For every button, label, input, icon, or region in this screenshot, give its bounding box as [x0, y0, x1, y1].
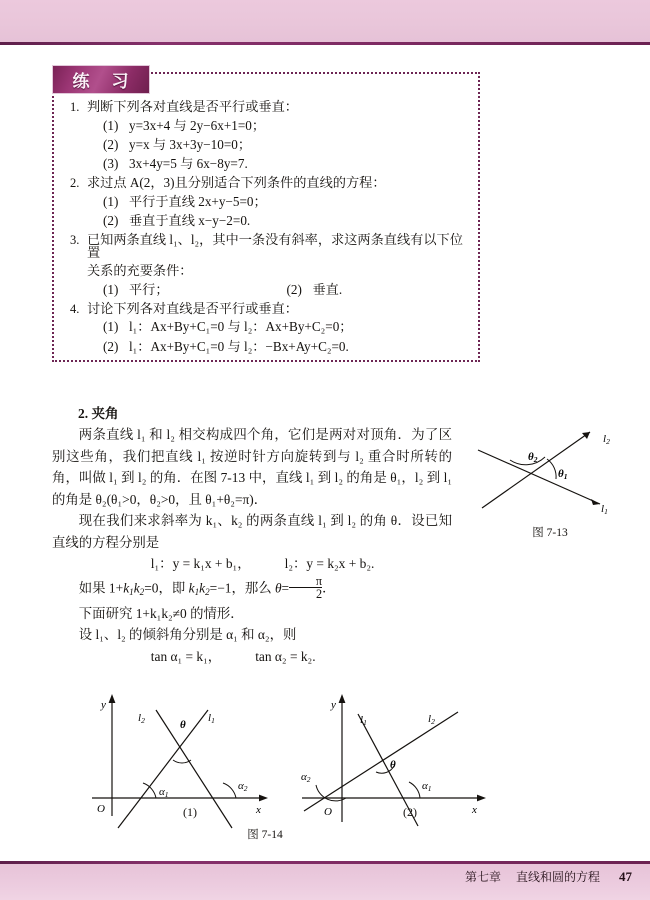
- exercise-item-4: [70, 302, 470, 353]
- fig714-1-label-theta: θ: [180, 719, 186, 731]
- fig714-2-label-alpha2: α2: [301, 771, 311, 784]
- figure-7-13: [470, 412, 630, 532]
- exercise-item-1-sub-2-text: y=x 与 3x+3y−10=0；: [129, 136, 252, 152]
- fig713-arrow-l1: [591, 499, 600, 505]
- fig714-2-label-y: y: [331, 699, 336, 711]
- exercise-item-3-sub-1-text: 平行；: [129, 281, 169, 297]
- exercise-item-3-number: 3.: [70, 233, 80, 248]
- fig714-1-label-alpha1: α1: [159, 786, 169, 799]
- fig714-1-x-arrow: [259, 795, 268, 802]
- paragraph-4: 下面研究 1+k₁k₂≠0 的情形．: [78, 605, 244, 621]
- fig714-2-x-arrow: [477, 795, 486, 802]
- exercise-item-3-sub-2: [287, 283, 471, 296]
- exercise-item-4-sub-2-text: l₁：Ax+By+C₁=0 与 l₂：−Bx+Ay+C₂=0.: [129, 338, 349, 354]
- paragraph-1: 两条直线 l₁ 和 l₂ 相交构成四个角，它们是两对对顶角．为了区别这些角，我们把直线 l₁ 按逆时针方向旋转到与 l₂ 重合时所转的角，叫做 l₁ 到 l₂ 的角．在图 7-13 中，直线 l₁ 到 l₂ 的角是 θ₁，l₂ 到 l₁ 的角是 θ₂(θ₁>0，θ₂>0，且 θ₁+θ₂=π)．: [52, 427, 452, 507]
- fig713-label-l1: l1: [601, 503, 608, 516]
- exercise-item-2-stem: 求过点 A(2，3)且分别适合下列条件的直线的方程：: [87, 175, 386, 191]
- exercise-item-1-sub-3-tag: (3): [103, 155, 119, 171]
- exercise-header-char-1: 练: [72, 72, 91, 91]
- exercise-item-1-number: 1.: [70, 100, 80, 114]
- paragraph-5: 设 l₁、l₂ 的倾斜角分别是 α₁ 和 α₂，则: [78, 627, 297, 643]
- figure-7-13-svg: [470, 412, 630, 532]
- exercise-item-2-sub-1-text: 平行于直线 2x+y−5=0；: [129, 193, 267, 209]
- fig714-1-arc-alpha1: [143, 783, 156, 798]
- exercise-item-2-sub-2-text: 垂直于直线 x−y−2=0.: [129, 212, 251, 228]
- exercise-item-2-sub-1: [103, 195, 470, 208]
- exercise-item-4-number: 4.: [70, 301, 80, 316]
- footer-chapter: 第七章: [464, 870, 501, 884]
- fig714-1-label-x: x: [256, 804, 261, 816]
- exercise-list: [70, 100, 470, 359]
- fig714-2-line-l2: [304, 712, 458, 811]
- figure-7-14-caption: 图 7-14: [247, 829, 283, 841]
- formula-1-right: l₂：y = k₂x + b₂.: [284, 556, 375, 571]
- exercise-item-1-sub-1-tag: (1): [103, 117, 119, 133]
- exercise-item-4-sub-2-tag: (2): [103, 338, 119, 354]
- fig713-label-theta1: θ1: [558, 468, 568, 481]
- fig714-1-label-l1: l1: [208, 712, 215, 725]
- exercise-item-2-sub-2: [103, 214, 470, 227]
- top-rule: [0, 42, 650, 45]
- exercise-header-char-2: 习: [111, 72, 130, 91]
- exercise-item-2-sub-2-tag: (2): [103, 212, 119, 228]
- fig714-1-label-l2: l2: [138, 712, 145, 725]
- exercise-item-3-sub-2-text: 垂直.: [312, 281, 343, 297]
- figure-7-14-sub-label-1: (1): [183, 805, 197, 819]
- exercise-item-2-number: 2.: [70, 176, 80, 191]
- exercise-item-1-sub-1-text: y=3x+4 与 2y−6x+1=0；: [129, 117, 266, 133]
- exercise-item-1-sub-3-text: 3x+4y=5 与 6x−8y=7.: [129, 155, 248, 171]
- fig714-2-label-x: x: [472, 804, 477, 816]
- fig714-2-label-l1: l1: [360, 714, 367, 727]
- exercise-header-badge: [52, 65, 150, 94]
- formula-1-left: l₁：y = k₁x + b₁，: [150, 556, 251, 571]
- top-decorative-band: [0, 0, 650, 42]
- exercise-item-3: [70, 233, 470, 296]
- exercise-item-4-sub-1-tag: (1): [103, 319, 119, 335]
- exercise-item-4-stem: 讨论下列各对直线是否平行或垂直：: [87, 300, 298, 316]
- fig713-label-theta2: θ2: [528, 451, 538, 464]
- exercise-item-3-stem: 已知两条直线 l₁、l₂，其中一条没有斜率，求这两条直线有以下位置: [87, 232, 463, 261]
- exercise-item-1: [70, 100, 470, 170]
- fig713-label-l2: l2: [603, 433, 610, 446]
- exercise-item-2: [70, 176, 470, 227]
- section-body: [52, 424, 452, 667]
- fig713-arrow-l2: [582, 432, 590, 439]
- fig714-1-arc-alpha2: [223, 783, 236, 798]
- exercise-item-4-sub-1: [103, 320, 470, 333]
- fig714-1-y-arrow: [109, 694, 116, 703]
- formula-line-2: [52, 646, 452, 668]
- section-title: 2. 夹角: [78, 406, 119, 421]
- footer-title: 直线和圆的方程: [515, 870, 600, 884]
- exercise-item-1-sub-2: [103, 138, 470, 151]
- exercise-item-3-sub-2-tag: (2): [286, 281, 302, 297]
- figure-7-14-sub-label-2: (2): [403, 805, 417, 819]
- fig714-2-label-theta: θ: [390, 759, 396, 771]
- exercise-item-3-stem-continued: 关系的充要条件：: [87, 263, 193, 279]
- exercise-item-3-sub-1-tag: (1): [103, 281, 119, 297]
- fig714-2-y-arrow: [339, 694, 346, 703]
- exercise-item-4-sub-1-text: l₁：Ax+By+C₁=0 与 l₂：Ax+By+C₂=0；: [129, 319, 353, 335]
- fig714-2-label-O: O: [324, 806, 332, 818]
- fig714-2-label-alpha1: α1: [422, 780, 432, 793]
- page-footer: [0, 868, 632, 885]
- fig713-line-l1: [478, 450, 600, 504]
- paragraph-3: 如果 $1+k_1k_2=0$，即 $k_1k_2=-1$，那么 θ= $\frac{\pi}{2}$ ．: [78, 573, 336, 602]
- exercise-item-1-sub-2-tag: (2): [103, 136, 119, 152]
- footer-page-number: 47: [619, 869, 632, 884]
- figure-7-13-caption: 图 7-13: [532, 527, 568, 539]
- fig714-2-label-l2: l2: [428, 713, 435, 726]
- fig713-line-l2: [482, 432, 590, 508]
- fig714-1-label-O: O: [97, 803, 105, 815]
- exercise-item-1-stem: 判断下列各对直线是否平行或垂直：: [87, 99, 298, 114]
- exercise-item-4-sub-2: [103, 340, 470, 353]
- fig714-1-label-y: y: [101, 699, 106, 711]
- fig714-1-label-alpha2: α2: [238, 780, 248, 793]
- paragraph-2: 现在我们来求斜率为 k₁、k₂ 的两条直线 l₁ 到 l₂ 的角 θ．设已知直线的方程分别是: [52, 513, 452, 550]
- formula-2-left: tan α₁ = k₁，: [150, 648, 222, 664]
- formula-2-right: tan α₂ = k₂.: [255, 648, 316, 664]
- exercise-item-3-subs: [103, 283, 470, 296]
- exercise-item-2-sub-1-tag: (1): [103, 193, 119, 209]
- exercise-item-3-sub-1: [103, 283, 287, 296]
- exercise-item-1-sub-1: [103, 119, 470, 132]
- exercise-item-1-sub-3: [103, 157, 470, 170]
- formula-line-1: [52, 553, 452, 575]
- fig714-2-arc-alpha1: [409, 782, 420, 798]
